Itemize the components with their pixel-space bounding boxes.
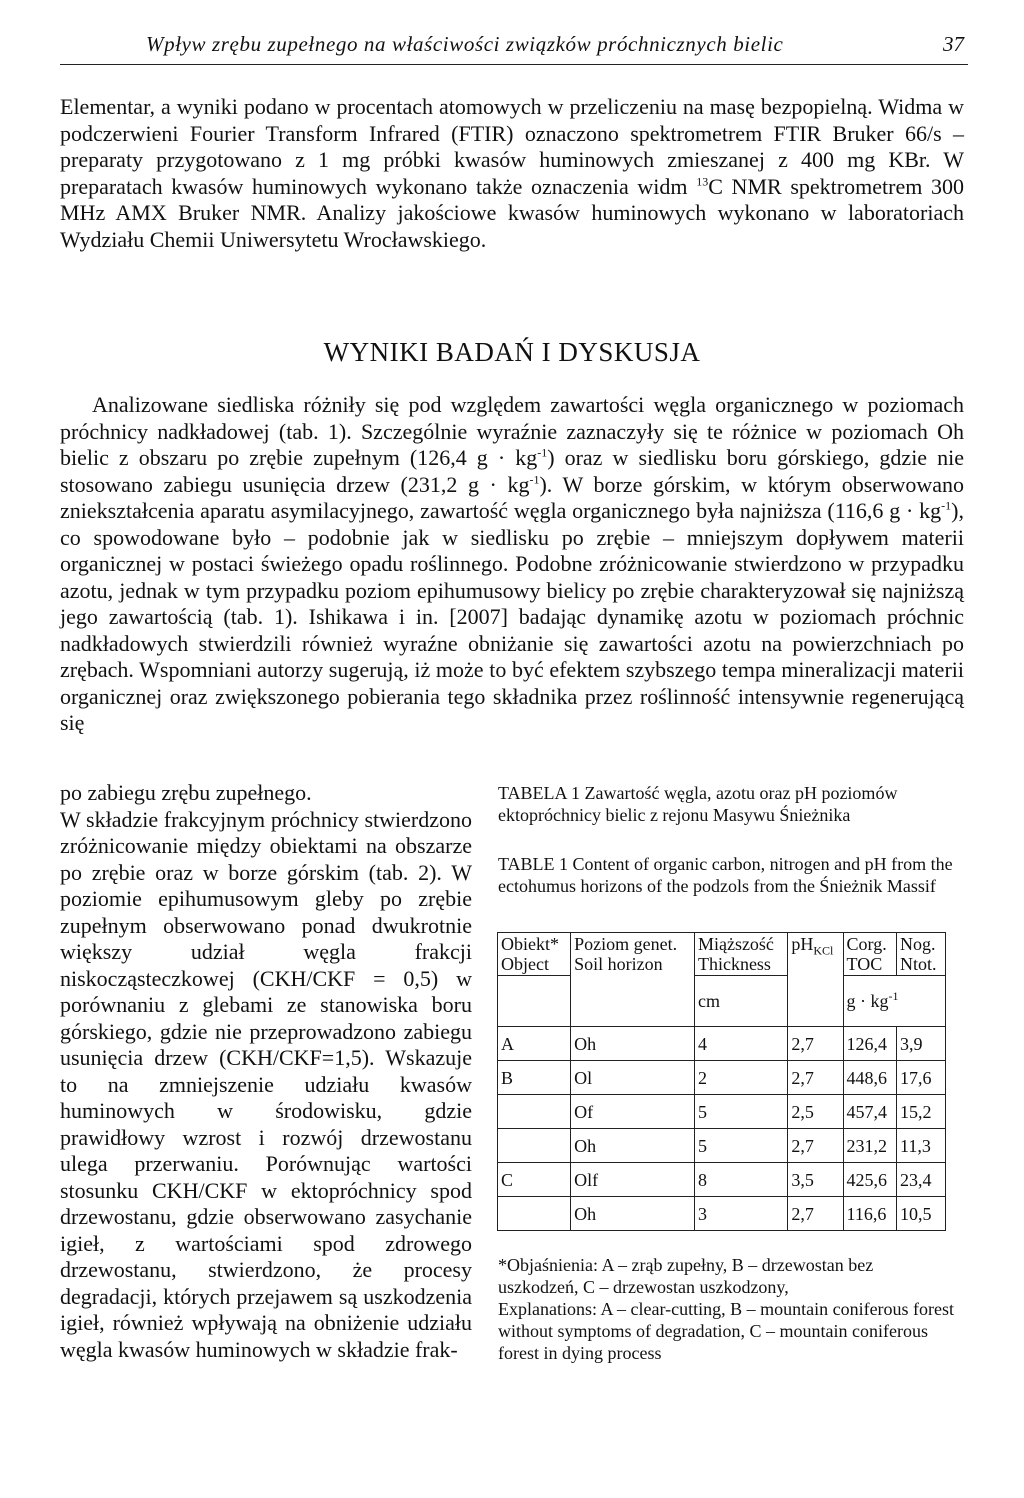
table-caption-pl: TABELA 1 Zawartość węgla, azotu oraz pH poziomów ektopróchnicy bielic z rejonu Masywu Śnieżnika xyxy=(498,783,898,825)
cell-horizon: Oh xyxy=(571,1027,695,1061)
header-nitrogen-pl: Nog. xyxy=(899,934,936,954)
cell-thickness: 2 xyxy=(694,1061,787,1095)
header-carbon xyxy=(843,933,896,976)
results-text-2: ) oraz w siedlisku boru górskiego, gdzie nie stosowano zabiegu usunięcia drzew (231,2 g · kg xyxy=(60,445,965,497)
table-body xyxy=(498,1027,946,1231)
header-ph xyxy=(788,933,843,1027)
cell-n: 10,5 xyxy=(896,1197,945,1231)
footnote-en: Explanations: A – clear-cutting, B – mountain coniferous forest without symptoms of degradation, C – mountain coniferous forest in dying process xyxy=(498,1299,955,1363)
cell-ph: 2,7 xyxy=(788,1197,843,1231)
table-row xyxy=(498,1061,946,1095)
cell-object: B xyxy=(498,1061,571,1095)
cell-thickness: 5 xyxy=(694,1129,787,1163)
cell-c: 448,6 xyxy=(843,1061,896,1095)
cell-c: 231,2 xyxy=(843,1129,896,1163)
table-row xyxy=(498,1027,946,1061)
methods-line-2: Widma w podczerwieni Fourier Transform Infrared (FTIR) oznaczono spektrometrem FTIR Bruker 66/s – preparaty przygotowano z 1 mg próbki kwasów huminowych zmieszanej z 400 mg KBr. W preparatach kwasów huminowych wykonano także oznaczenia widm xyxy=(60,94,964,199)
unit-sup-1: -1 xyxy=(537,445,548,460)
cell-object: A xyxy=(498,1027,571,1061)
cell-ph: 3,5 xyxy=(788,1163,843,1197)
table-row xyxy=(498,1197,946,1231)
cell-c: 457,4 xyxy=(843,1095,896,1129)
cell-horizon: Ol xyxy=(571,1061,695,1095)
results-text-1: Analizowane siedliska różniły się pod względem zawartości węgla organicznego w poziomach próchnicy nadkładowej (tab. 1). Szczególnie wyraźnie zaznaczyły się te różnice w poziomach Oh bielic z obszaru po zrębie zupełnym (126,4 g · kg xyxy=(60,392,964,470)
results-text-4: ), co spowodowane było – podobnie jak w siedlisku po zrębie – mniejszym dopływem materii organicznej w postaci świeżego opadu roślinnego. Podobne zróżnicowanie stwierdzono w przypadku azotu, jednak w tym przypadku poziom epihumusowy bielicy po zrębie charakteryzował się najniższą jego zawartością (tab. 1). Ishikawa i in. [2007] badając dynamikę azotu w poziomach próchnic nadkładowych stwierdzili również wyraźne obniżanie się zawartości azotu na powierzchniach po zrębach. Wspomniani autorzy sugerują, iż może to być efektem szybszego tempa mineralizacji materii organicznej oraz zwiększonego pobierania tego składnika przez roślinność intensywnie regenerującą się xyxy=(60,498,964,735)
header-object xyxy=(498,933,571,976)
unit-sup-2: -1 xyxy=(529,472,540,487)
unit-object-empty xyxy=(498,976,571,1027)
cell-c: 126,4 xyxy=(843,1027,896,1061)
methods-paragraph xyxy=(60,94,964,253)
cell-horizon: Oh xyxy=(571,1197,695,1231)
page-number: 37 xyxy=(943,32,964,56)
unit-mass-label: g · kg xyxy=(846,991,889,1011)
header-carbon-en: TOC xyxy=(846,954,883,974)
cell-n: 3,9 xyxy=(896,1027,945,1061)
cell-object xyxy=(498,1095,571,1129)
header-nitrogen xyxy=(896,933,945,976)
fraction-paragraph: W składzie frakcyjnym próchnicy stwierdzono zróżnicowanie między obiektami na obszarze po zrębie oraz w borze górskim (tab. 2). W poziomie epihumusowym gleby po zrębie zupełnym obserwowano ponad dwukrotnie większy udział węgla frakcji niskocząsteczkowej (CKH/CKF = 0,5) w porównaniu z glebami ze stanowiska boru górskiego, gdzie nie przeprowadzono zabiegu usunięcia drzew (CKH/CKF=1,5). Wskazuje to na zmniejszenie udziału kwasów huminowych w środowisku, gdzie prawidłowy wzrost i rozwój drzewostanu ulega przerwaniu. Porównując wartości stosunku CKH/CKF w ektopróchnicy spod drzewostanu, gdzie obserwowano zasychanie igieł, z wartościami spod zdrowego drzewostanu, stwierdzono, że procesy degradacji, których przejawem są uszkodzenia igieł, również wpływają na obniżenie udziału węgla kwasów huminowych w składzie frak- xyxy=(60,806,472,1362)
unit-mass-sup: -1 xyxy=(888,989,899,1003)
cell-horizon: Oh xyxy=(571,1129,695,1163)
section-title: WYNIKI BADAŃ I DYSKUSJA xyxy=(323,337,701,367)
unit-sup-3: -1 xyxy=(941,498,952,513)
cell-n: 23,4 xyxy=(896,1163,945,1197)
header-horizon xyxy=(571,933,695,1027)
table-row xyxy=(498,1129,946,1163)
cell-thickness: 5 xyxy=(694,1095,787,1129)
table-footnote xyxy=(498,1254,958,1364)
running-title: Wpływ zrębu zupełnego na właściwości związków próchnicznych bielic xyxy=(146,32,784,56)
cell-ph: 2,7 xyxy=(788,1027,843,1061)
unit-mass xyxy=(843,976,945,1027)
cell-ph: 2,7 xyxy=(788,1129,843,1163)
cell-ph: 2,7 xyxy=(788,1061,843,1095)
unit-thickness: cm xyxy=(694,976,787,1027)
cell-thickness: 3 xyxy=(694,1197,787,1231)
data-table xyxy=(497,932,946,1231)
running-header xyxy=(60,28,968,65)
cell-n: 11,3 xyxy=(896,1129,945,1163)
cell-thickness: 8 xyxy=(694,1163,787,1197)
cell-n: 15,2 xyxy=(896,1095,945,1129)
header-horizon-pl: Poziom genet. xyxy=(574,934,678,954)
cell-object: C xyxy=(498,1163,571,1197)
header-carbon-pl: Corg. xyxy=(846,934,887,954)
table-row xyxy=(498,1163,946,1197)
header-thickness xyxy=(694,933,787,976)
header-object-en: Object xyxy=(501,954,549,974)
header-ph-label: pH xyxy=(791,934,814,954)
header-thickness-en: Thickness xyxy=(697,954,771,974)
header-thickness-pl: Miąższość xyxy=(697,934,774,954)
methods-line-1: Elementar, a wyniki podano w procentach atomowych w przeliczeniu na masę bezpopielną. xyxy=(60,94,873,119)
cell-c: 116,6 xyxy=(843,1197,896,1231)
results-paragraph xyxy=(60,392,964,737)
header-object-pl: Obiekt* xyxy=(501,934,559,954)
cell-object xyxy=(498,1197,571,1231)
cell-ph: 2,5 xyxy=(788,1095,843,1129)
cell-object xyxy=(498,1129,571,1163)
isotope-superscript: 13 xyxy=(696,174,709,189)
header-horizon-en: Soil horizon xyxy=(574,954,663,974)
cell-horizon: Of xyxy=(571,1095,695,1129)
results-text-3: ). W borze górskim, w którym obserwowano zniekształcenia aparatu asymilacyjnego, zawartość węgla organicznego była najniższa (116,6 g · kg xyxy=(60,471,964,523)
table-caption-en: TABLE 1 Content of organic carbon, nitrogen and pH from the ectohumus horizons of the podzols from the Śnieżnik Massif xyxy=(498,854,953,896)
table-row xyxy=(498,1095,946,1129)
cell-horizon: Olf xyxy=(571,1163,695,1197)
cell-c: 425,6 xyxy=(843,1163,896,1197)
footnote-pl: *Objaśnienia: A – zrąb zupełny, B – drzewostan bez uszkodzeń, C – drzewostan uszkodzony, xyxy=(498,1255,874,1297)
header-nitrogen-en: Ntot. xyxy=(899,954,937,974)
table-header-row xyxy=(498,933,946,976)
cell-thickness: 4 xyxy=(694,1027,787,1061)
left-column-text xyxy=(60,780,472,1363)
methods-line-3: C NMR spektrometrem 300 MHz AMX Bruker NMR. Analizy jakościowe kwasów huminowych wykonano w laboratoriach Wydziału Chemii Uniwersytetu Wrocławskiego. xyxy=(60,173,964,252)
header-ph-sub: KCl xyxy=(813,943,834,958)
table-unit-row xyxy=(498,976,946,1027)
left-column-continuation: po zabiegu zrębu zupełnego. xyxy=(60,780,312,805)
cell-n: 17,6 xyxy=(896,1061,945,1095)
